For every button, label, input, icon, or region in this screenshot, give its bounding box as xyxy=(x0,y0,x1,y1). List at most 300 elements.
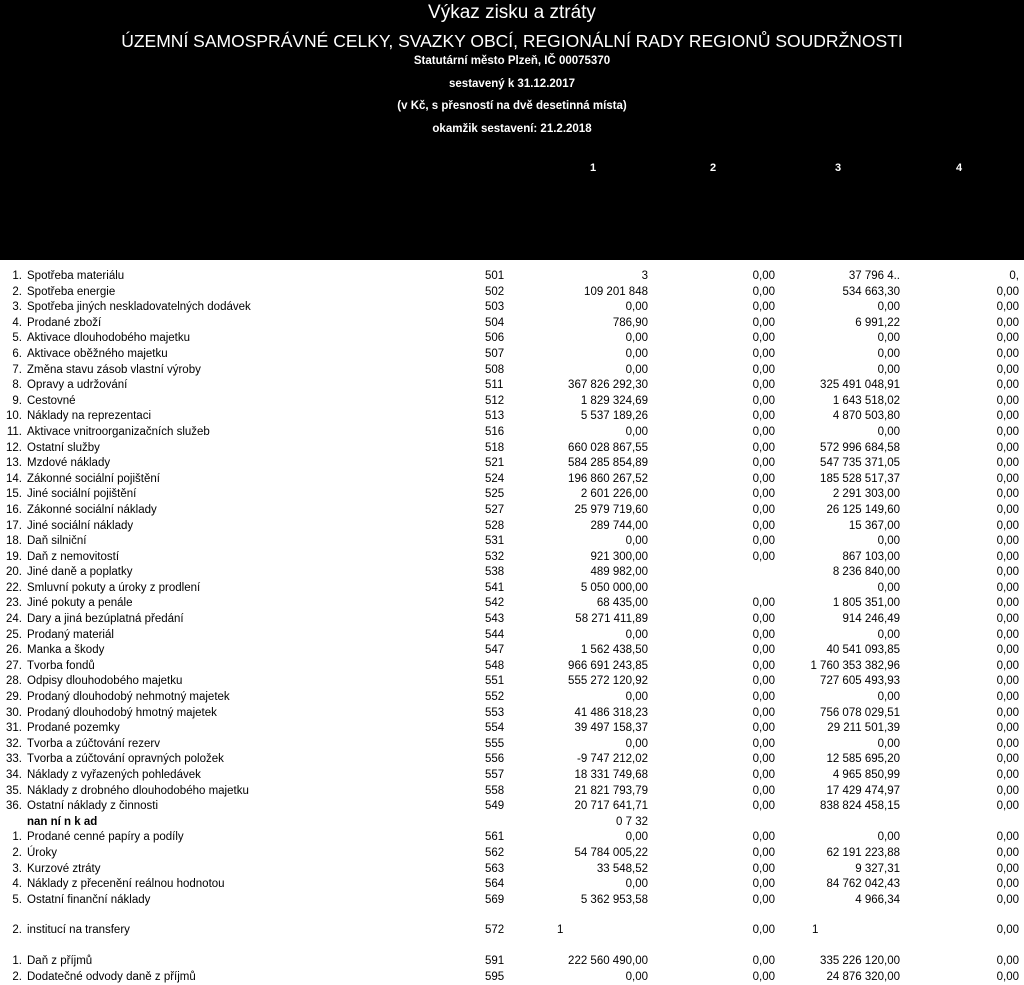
value-col-3: 1 805 351,00 xyxy=(832,597,900,610)
table-row xyxy=(0,893,1024,909)
row-number: 25. xyxy=(6,628,22,641)
table-row xyxy=(0,331,1024,347)
value-col-3: 185 528 517,37 xyxy=(820,472,900,485)
value-col-2: 0,00 xyxy=(752,285,775,298)
value-col-4: 0,00 xyxy=(996,831,1019,844)
row-label: Prodaný dlouhodobý hmotný majetek xyxy=(27,706,217,719)
row-label: Prodané pozemky xyxy=(27,722,120,735)
row-label: Ostatní náklady z činnosti xyxy=(27,800,159,813)
value-col-1: 0 7 32 xyxy=(616,815,648,828)
value-col-3: 914 246,49 xyxy=(842,613,900,626)
value-col-1: 3 xyxy=(641,270,648,282)
table-row xyxy=(0,269,1024,285)
value-col-1: 41 486 318,23 xyxy=(574,706,648,719)
account-code: 511 xyxy=(485,379,504,392)
table-row xyxy=(0,721,1024,737)
value-col-2: 0,00 xyxy=(752,722,775,735)
account-code: 572 xyxy=(485,924,505,937)
value-col-4: 0,00 xyxy=(996,893,1019,906)
value-col-1: 921 300,00 xyxy=(590,550,648,563)
row-number: 27. xyxy=(6,659,22,672)
value-col-3: 37 796 4.. xyxy=(848,270,900,282)
value-col-3: 4 870 503,80 xyxy=(832,410,900,423)
value-col-1: 54 784 005,22 xyxy=(574,846,648,859)
table-row xyxy=(0,347,1024,363)
account-code: 569 xyxy=(485,893,505,906)
value-col-3: 9 327,31 xyxy=(855,862,900,875)
value-col-1: 0,00 xyxy=(625,332,648,345)
value-col-3: 0,00 xyxy=(877,363,900,376)
row-label: Jiné sociální náklady xyxy=(27,519,134,532)
value-col-4: 0,00 xyxy=(996,784,1019,797)
row-number: 2. xyxy=(12,924,22,937)
table-row xyxy=(0,534,1024,550)
value-col-1: 1 xyxy=(557,924,564,937)
account-code: 543 xyxy=(485,613,505,626)
table-row xyxy=(0,456,1024,472)
table-row xyxy=(0,628,1024,644)
row-label: Aktivace oběžného majetku xyxy=(27,347,168,360)
row-number: 30. xyxy=(6,706,22,719)
account-code: 547 xyxy=(485,644,505,657)
value-col-4: 0,00 xyxy=(996,753,1019,766)
column-number-4: 4 xyxy=(956,162,963,174)
value-col-2: 0,00 xyxy=(752,363,775,376)
row-label: Spotřeba jiných neskladovatelných dodávek xyxy=(27,301,251,314)
value-col-4: 0,00 xyxy=(996,363,1019,376)
statement-table xyxy=(0,269,1024,985)
row-number: 5. xyxy=(12,893,22,906)
value-col-4: 0,00 xyxy=(996,550,1019,563)
account-code: 557 xyxy=(485,769,505,781)
table-row xyxy=(0,954,1024,970)
value-col-4: 0,00 xyxy=(996,535,1019,548)
value-col-3: 26 125 149,60 xyxy=(826,503,900,516)
row-number: 17. xyxy=(6,519,22,532)
value-col-3: 24 876 320,00 xyxy=(826,970,900,983)
row-number: 29. xyxy=(6,691,22,704)
row-label: Tvorba fondů xyxy=(27,659,95,672)
table-row xyxy=(0,378,1024,394)
row-number: 11. xyxy=(6,425,22,438)
row-number: 1. xyxy=(12,954,22,967)
row-label: Prodané cenné papíry a podíly xyxy=(27,831,184,844)
value-col-1: 20 717 641,71 xyxy=(574,800,648,813)
table-row xyxy=(0,441,1024,457)
value-col-3: 17 429 474,97 xyxy=(826,784,900,797)
row-label: Náklady na reprezentaci xyxy=(27,410,152,423)
value-col-4: 0,00 xyxy=(996,425,1019,438)
value-col-3: 0,00 xyxy=(877,691,900,704)
account-code: 504 xyxy=(485,316,505,329)
row-label: Daň z příjmů xyxy=(27,954,93,967)
value-col-2: 0,00 xyxy=(752,332,775,345)
account-code: 531 xyxy=(485,535,505,548)
table-row xyxy=(0,300,1024,316)
value-col-2: 0,00 xyxy=(752,784,775,797)
value-col-4: 0,00 xyxy=(996,597,1019,610)
value-col-1: 0,00 xyxy=(625,425,648,438)
row-number: 34. xyxy=(6,769,22,781)
table-row xyxy=(0,316,1024,332)
table-row xyxy=(0,409,1024,425)
table-row xyxy=(0,550,1024,566)
row-number: 24. xyxy=(6,613,22,626)
account-code: 524 xyxy=(485,472,505,485)
value-col-3: 0,00 xyxy=(877,425,900,438)
account-code: 563 xyxy=(485,862,505,875)
account-code: 525 xyxy=(485,488,505,501)
value-col-4: 0,00 xyxy=(996,332,1019,345)
row-label: Prodaný dlouhodobý nehmotný majetek xyxy=(27,691,230,704)
value-col-3: 15 367,00 xyxy=(848,519,900,532)
value-col-1: 966 691 243,85 xyxy=(568,659,648,672)
row-label: Ostatní finanční náklady xyxy=(27,893,151,906)
value-col-3: 0,00 xyxy=(877,332,900,345)
value-col-1: 39 497 158,37 xyxy=(574,722,648,735)
value-col-3: 1 643 518,02 xyxy=(832,394,900,407)
row-label: Prodaný materiál xyxy=(27,628,114,641)
column-number-2: 2 xyxy=(710,162,717,174)
row-label: Opravy a udržování xyxy=(27,379,128,392)
account-code: 518 xyxy=(485,441,505,454)
account-code: 551 xyxy=(485,675,505,688)
value-col-2: 0,00 xyxy=(752,893,775,906)
value-col-1: 5 537 189,26 xyxy=(580,410,648,423)
table-row xyxy=(0,784,1024,800)
row-spacer xyxy=(0,939,1024,954)
value-col-2: 0,00 xyxy=(752,379,775,392)
value-col-2: 0,00 xyxy=(752,535,775,548)
value-col-1: 555 272 120,92 xyxy=(568,675,648,688)
value-col-1: 289 744,00 xyxy=(590,519,648,532)
account-code: 561 xyxy=(485,831,505,844)
value-col-1: 68 435,00 xyxy=(596,597,648,610)
value-col-1: 5 050 000,00 xyxy=(580,581,648,594)
value-col-4: 0,00 xyxy=(996,628,1019,641)
value-col-3: 0,00 xyxy=(877,628,900,641)
value-col-2: 0,00 xyxy=(752,613,775,626)
value-col-4: 0,00 xyxy=(996,441,1019,454)
value-col-2: 0,00 xyxy=(752,800,775,813)
row-number: 12. xyxy=(6,441,22,454)
value-col-1: -9 747 212,02 xyxy=(577,753,648,766)
account-code: 562 xyxy=(485,846,505,859)
value-col-4: 0,00 xyxy=(996,457,1019,470)
value-col-3: 727 605 493,93 xyxy=(820,675,900,688)
value-col-1: 0,00 xyxy=(625,970,648,983)
account-code: 513 xyxy=(485,410,505,423)
table-row xyxy=(0,877,1024,893)
value-col-4: 0,00 xyxy=(996,737,1019,750)
row-label: Daň z nemovitostí xyxy=(27,550,120,563)
value-col-2: 0,00 xyxy=(752,831,775,844)
row-number: 22. xyxy=(6,581,22,594)
value-col-2: 0,00 xyxy=(752,301,775,314)
value-col-2: 0,00 xyxy=(752,675,775,688)
row-label: Prodané zboží xyxy=(27,316,102,329)
row-number: 1. xyxy=(12,270,22,282)
value-col-4: 0,00 xyxy=(996,379,1019,392)
value-col-3: 40 541 093,85 xyxy=(826,644,900,657)
table-row xyxy=(0,285,1024,301)
table-row xyxy=(0,674,1024,690)
value-col-1: 33 548,52 xyxy=(596,862,648,875)
value-col-4: 0,00 xyxy=(996,722,1019,735)
report-header xyxy=(0,0,1024,145)
value-col-2: 0,00 xyxy=(752,316,775,329)
table-row xyxy=(0,565,1024,581)
row-label: Spotřeba materiálu xyxy=(27,270,125,282)
table-row xyxy=(0,830,1024,846)
account-code: 554 xyxy=(485,722,505,735)
value-col-4: 0,00 xyxy=(996,924,1019,937)
value-col-3: 838 824 458,15 xyxy=(820,800,900,813)
row-label: Daň silniční xyxy=(27,535,87,548)
value-col-2: 0,00 xyxy=(752,924,775,937)
row-label: Změna stavu zásob vlastní výroby xyxy=(27,363,201,376)
value-col-2: 0,00 xyxy=(752,862,775,875)
value-col-3: 0,00 xyxy=(877,535,900,548)
row-number: 28. xyxy=(6,675,22,688)
value-col-4: 0,00 xyxy=(996,691,1019,704)
row-number: 16. xyxy=(6,503,22,516)
row-number: 4. xyxy=(12,316,22,329)
row-label: Tvorba a zúčtování rezerv xyxy=(27,737,160,750)
row-number: 36. xyxy=(6,800,22,813)
value-col-1: 0,00 xyxy=(625,831,648,844)
row-number: 4. xyxy=(12,878,22,891)
value-col-2: 0,00 xyxy=(752,954,775,967)
table-row xyxy=(0,612,1024,628)
value-col-3: 0,00 xyxy=(877,831,900,844)
account-code: 502 xyxy=(485,285,505,298)
value-col-1: 109 201 848 xyxy=(584,285,648,298)
value-col-1: 660 028 867,55 xyxy=(568,441,648,454)
value-col-3: 29 211 501,39 xyxy=(827,722,900,735)
account-code: 538 xyxy=(485,566,505,579)
value-col-4: 0,00 xyxy=(996,613,1019,626)
value-col-1: 2 601 226,00 xyxy=(580,488,648,501)
value-col-2: 0,00 xyxy=(752,457,775,470)
value-col-4: 0,00 xyxy=(996,472,1019,485)
value-col-4: 0,00 xyxy=(996,644,1019,657)
value-col-3: 547 735 371,05 xyxy=(820,457,900,470)
value-col-3: 867 103,00 xyxy=(842,550,900,563)
table-row xyxy=(0,923,1024,939)
row-number: 2. xyxy=(12,285,22,298)
column-number-1: 1 xyxy=(590,162,597,174)
row-number: 3. xyxy=(12,301,22,314)
value-col-2: 0,00 xyxy=(752,519,775,532)
account-code: 595 xyxy=(485,970,505,983)
row-label: nan ní n k ad xyxy=(27,815,98,828)
account-code: 507 xyxy=(485,347,505,360)
value-col-4: 0,00 xyxy=(996,800,1019,813)
table-row xyxy=(0,768,1024,784)
value-col-4: 0,00 xyxy=(996,675,1019,688)
value-col-3: 756 078 029,51 xyxy=(820,706,900,719)
row-label: Kurzové ztráty xyxy=(27,862,101,875)
value-col-1: 18 331 749,68 xyxy=(574,769,648,781)
value-col-4: 0,00 xyxy=(996,566,1019,579)
value-col-3: 8 236 840,00 xyxy=(832,566,900,579)
value-col-3: 335 226 120,00 xyxy=(820,954,900,967)
value-col-1: 0,00 xyxy=(625,347,648,360)
row-number: 26. xyxy=(6,644,22,657)
value-col-2: 0,00 xyxy=(752,769,775,781)
table-row xyxy=(0,737,1024,753)
account-code: 516 xyxy=(485,425,505,438)
value-col-4: 0,00 xyxy=(996,581,1019,594)
row-label: Cestovné xyxy=(27,394,76,407)
value-col-4: 0,00 xyxy=(996,488,1019,501)
table-row xyxy=(0,643,1024,659)
value-col-3: 62 191 223,88 xyxy=(826,846,900,859)
table-row xyxy=(0,425,1024,441)
account-code: 556 xyxy=(485,753,505,766)
value-col-2: 0,00 xyxy=(752,441,775,454)
table-row xyxy=(0,487,1024,503)
table-row xyxy=(0,519,1024,535)
row-label: Aktivace dlouhodobého majetku xyxy=(27,332,191,345)
table-row xyxy=(0,581,1024,597)
row-number: 6. xyxy=(12,347,22,360)
row-number: 23. xyxy=(6,597,22,610)
value-col-1: 367 826 292,30 xyxy=(568,379,648,392)
account-code: 512 xyxy=(485,394,505,407)
account-code: 501 xyxy=(485,270,505,282)
value-col-2: 0,00 xyxy=(752,737,775,750)
row-label: Jiné pokuty a penále xyxy=(27,597,133,610)
table-row xyxy=(0,815,1024,831)
value-col-1: 58 271 411,89 xyxy=(575,613,648,626)
value-col-2: 0,00 xyxy=(752,628,775,641)
account-code: 506 xyxy=(485,332,505,345)
column-number-3: 3 xyxy=(835,162,842,174)
value-col-2: 0,00 xyxy=(752,878,775,891)
row-number: 32. xyxy=(6,737,22,750)
row-label: Mzdové náklady xyxy=(27,457,111,470)
row-label: institucí na transfery xyxy=(27,924,130,937)
row-number: 15. xyxy=(6,488,22,501)
value-col-4: 0,00 xyxy=(996,503,1019,516)
row-number: 8. xyxy=(12,379,22,392)
row-number: 9. xyxy=(12,394,22,407)
value-col-2: 0,00 xyxy=(752,659,775,672)
row-number: 10. xyxy=(6,410,22,423)
value-col-2: 0,00 xyxy=(752,706,775,719)
account-code: 541 xyxy=(485,581,505,594)
value-col-4: 0,00 xyxy=(996,394,1019,407)
table-row xyxy=(0,472,1024,488)
value-col-1: 489 982,00 xyxy=(590,566,648,579)
value-col-4: 0,00 xyxy=(996,410,1019,423)
table-row xyxy=(0,752,1024,768)
value-col-4: 0,00 xyxy=(996,519,1019,532)
value-col-3: 1 760 353 382,96 xyxy=(810,659,900,672)
value-col-3: 534 663,30 xyxy=(842,285,900,298)
units-note: (v Kč, s přesností na dvě desetinná místa) xyxy=(397,100,627,112)
row-number: 19. xyxy=(6,550,22,563)
value-col-4: 0,00 xyxy=(996,862,1019,875)
row-label: Náklady z přecenění reálnou hodnotou xyxy=(27,878,225,891)
account-code: 527 xyxy=(485,503,505,516)
account-code: 528 xyxy=(485,519,505,532)
value-col-4: 0,00 xyxy=(996,301,1019,314)
value-col-2: 0,00 xyxy=(752,347,775,360)
value-col-1: 786,90 xyxy=(612,316,648,329)
value-col-4: 0,00 xyxy=(996,659,1019,672)
row-number: 18. xyxy=(6,535,22,548)
value-col-2: 0,00 xyxy=(752,472,775,485)
account-code: 542 xyxy=(485,597,505,610)
value-col-3: 4 965 850,99 xyxy=(832,769,900,781)
table-row xyxy=(0,862,1024,878)
snapshot-date: okamžik sestavení: 21.2.2018 xyxy=(432,123,592,135)
value-col-3: 0,00 xyxy=(877,347,900,360)
row-label: Odpisy dlouhodobého majetku xyxy=(27,675,183,688)
row-label: Úroky xyxy=(27,846,58,859)
value-col-3: 12 585 695,20 xyxy=(826,753,900,766)
compiled-date: sestavený k 31.12.2017 xyxy=(449,78,575,90)
row-spacer xyxy=(0,908,1024,923)
value-col-2: 0,00 xyxy=(752,691,775,704)
value-col-3: 325 491 048,91 xyxy=(820,379,900,392)
account-code: 503 xyxy=(485,301,505,314)
value-col-4: 0,00 xyxy=(996,878,1019,891)
account-code: 564 xyxy=(485,878,505,891)
account-code: 558 xyxy=(485,784,505,797)
value-col-2: 0,00 xyxy=(752,644,775,657)
table-row xyxy=(0,659,1024,675)
value-col-2: 0,00 xyxy=(752,270,775,282)
row-number: 2. xyxy=(12,846,22,859)
table-row xyxy=(0,596,1024,612)
row-number: 1. xyxy=(12,831,22,844)
row-number: 3. xyxy=(12,862,22,875)
row-label: Zákonné sociální náklady xyxy=(27,503,157,516)
value-col-1: 0,00 xyxy=(625,737,648,750)
table-row xyxy=(0,394,1024,410)
row-label: Dary a jiná bezúplatná předání xyxy=(27,613,184,626)
value-col-1: 21 821 793,79 xyxy=(574,784,648,797)
value-col-3: 572 996 684,58 xyxy=(820,441,900,454)
table-row xyxy=(0,799,1024,815)
value-col-4: 0,00 xyxy=(996,347,1019,360)
value-col-1: 1 829 324,69 xyxy=(580,394,648,407)
account-code: 549 xyxy=(485,800,505,813)
table-row xyxy=(0,846,1024,862)
value-col-2: 0,00 xyxy=(752,753,775,766)
value-col-1: 584 285 854,89 xyxy=(568,457,648,470)
account-code: 591 xyxy=(485,954,505,967)
account-code: 521 xyxy=(485,457,505,470)
account-code: 553 xyxy=(485,706,505,719)
row-label: Ostatní služby xyxy=(27,441,100,454)
column-number-band xyxy=(0,145,1024,260)
row-number: 35. xyxy=(6,784,22,797)
value-col-2: 0,00 xyxy=(752,550,775,563)
account-code: 548 xyxy=(485,659,505,672)
account-code: 532 xyxy=(485,550,505,563)
value-col-3: 0,00 xyxy=(877,737,900,750)
row-label: Jiné daně a poplatky xyxy=(27,566,133,579)
value-col-2: 0,00 xyxy=(752,503,775,516)
row-number: 7. xyxy=(12,363,22,376)
row-label: Spotřeba energie xyxy=(27,285,116,298)
value-col-2: 0,00 xyxy=(752,394,775,407)
